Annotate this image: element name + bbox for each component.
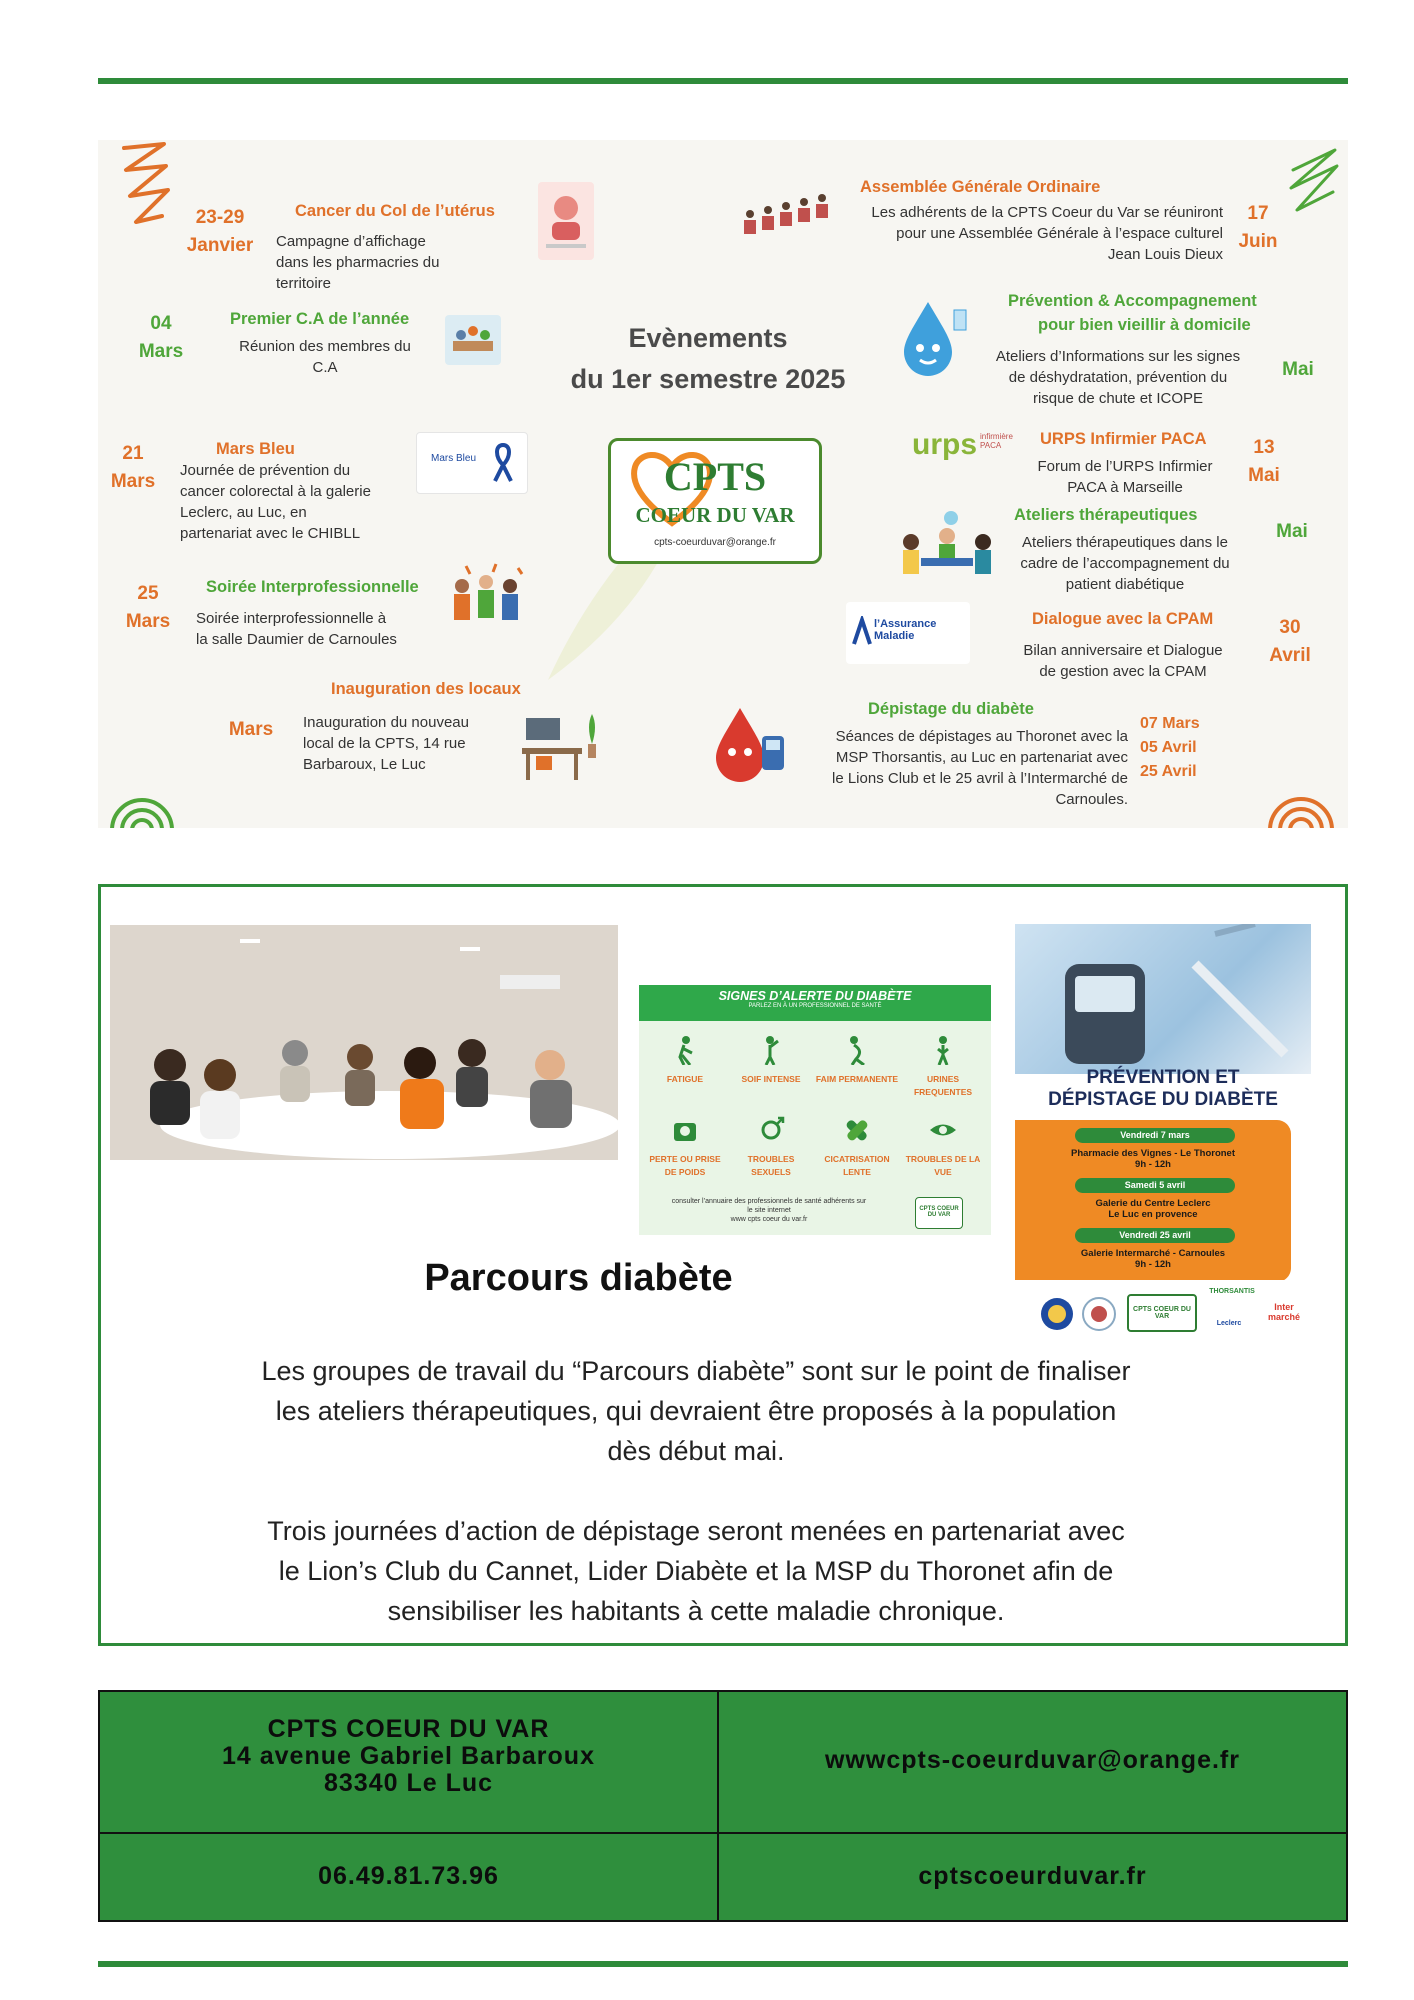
- symptom-fatigue: FATIGUE: [643, 1035, 727, 1086]
- mars-bleu-thumbnail: Mars Bleu: [416, 432, 528, 494]
- lions-club-logo-icon: [1039, 1294, 1075, 1334]
- top-rule: [98, 78, 1348, 84]
- symptom-urines: URINES FREQUENTES: [901, 1035, 985, 1099]
- water-drop-icon: [896, 296, 972, 380]
- assembly-thumbnail: [738, 180, 834, 242]
- people-celebrating-icon: [446, 560, 534, 630]
- blood-drop-glucometer-icon: [710, 702, 794, 782]
- group-photo: [110, 925, 618, 1160]
- symptom-vue: TROUBLES DE LA VUE: [901, 1115, 985, 1179]
- ribbon-icon: [491, 441, 515, 485]
- assurance-maladie-logo: l’Assurance Maladie: [846, 602, 970, 664]
- event-prevention: Prévention & Accompagnement pour bien vieillir à domicile Ateliers d’Informations sur les signes de déshydratation, prévention du risque de chute et ICOPE Mai: [995, 292, 1314, 407]
- symptom-soif: SOIF INTENSE: [729, 1035, 813, 1086]
- contact-phone[interactable]: 06.49.81.73.96: [318, 1862, 499, 1890]
- prevention-depistage-poster: PRÉVENTION ET DÉPISTAGE DU DIABÈTE Vendredi 7 mars Pharmacie des Vignes - Le Thoronet 9h - 12h Samedi 5 avril Galerie du Centre Leclerc Le Luc en provence Vendredi 25 avril Galerie Intermarché - Carnoules 9h - 12h: [1015, 924, 1311, 1280]
- poster-cancer-thumbnail: [538, 182, 594, 260]
- signes-alerte-diabete-poster: SIGNES D’ALERTE DU DIABÈTE PARLEZ EN À UN PROFESSIONNEL DE SANTÉ FATIGUE SOIF INTENSE FAIM PERMANENTE URINES FREQUENTES PERTE OU PRISE DE POIDS TROUBLES SEXUELS CICATRISATION LENTE TROUBLES DE LA VUE consulter l’annuaire des professionnels de santé adhérents sur le site internet www cpts coeur du var.fr CPTS COEUR DU VAR: [639, 985, 991, 1235]
- glucometer-icon: [1015, 924, 1311, 1074]
- cpts-logo: CPTS COEUR DU VAR cpts-coeurduvar@orange.fr: [608, 438, 822, 564]
- event-assemblee: Assemblée Générale Ordinaire Les adhérents de la CPTS Coeur du Var se réuniront pour une Assemblée Générale à l’espace culturel Jean Louis Dieux 17 Juin: [860, 178, 1278, 263]
- contact-address: CPTS COEUR DU VAR 14 avenue Gabriel Barbaroux 83340 Le Luc: [222, 1715, 595, 1797]
- event-urps: URPS Infirmier PACA Forum de l’URPS Infirmier PACA à Marseille 13 Mai: [1037, 430, 1280, 496]
- water-drop-thumbnail: [896, 296, 972, 380]
- event-soiree: 25 Mars Soirée Interprofessionnelle Soirée interprofessionnelle à la salle Daumier de Carnoules: [125, 578, 419, 648]
- parcours-title: Parcours diabète: [424, 1257, 733, 1299]
- events-title: Evènements du 1er semestre 2025: [570, 323, 846, 394]
- table-divider-horizontal: [100, 1832, 1346, 1834]
- glucometer-photo: [1015, 924, 1311, 1074]
- event-premier-ca: 04 Mars Premier C.A de l’année Réunion des membres du C.A: [138, 310, 411, 376]
- workshop-people-icon: [891, 508, 1003, 586]
- meeting-thumbnail: [445, 315, 501, 365]
- contact-email[interactable]: wwwcpts-coeurduvar@orange.fr: [825, 1746, 1240, 1774]
- urps-logo: urps infirmière PACA: [912, 428, 1013, 461]
- scale-icon: [670, 1115, 700, 1145]
- bandage-icon: [842, 1115, 872, 1145]
- parcours-paragraph-2: Trois journées d’action de dépistage seront menées en partenariat avec le Lion’s Club du Cannet, Lider Diabète et la MSP du Thoronet afin de sensibiliser les habitants à cette maladie chronique.: [267, 1516, 1125, 1626]
- woman-icon: [538, 182, 594, 260]
- office-desk-icon: [516, 708, 604, 788]
- group-people-photo-icon: [110, 925, 618, 1160]
- event-inauguration: Inauguration des locaux Mars Inauguration du nouveau local de la CPTS, 14 rue Barbaroux, Le Luc: [228, 680, 521, 773]
- parcours-paragraph-1: Les groupes de travail du “Parcours diabète” sont sur le point de finaliser les ateliers thérapeutiques, qui devraient être proposés à la population dès début mai.: [261, 1356, 1131, 1466]
- events-infographic: [98, 140, 1348, 828]
- contact-table: [98, 1690, 1348, 1922]
- audience-icon: [738, 180, 834, 242]
- event-cancer-col: 23-29 Janvier Cancer du Col de l’utérus Campagne d’affichage dans les pharmacries du territoire: [186, 202, 495, 292]
- event-mars-bleu: 21 Mars Mars Bleu Journée de prévention du cancer colorectal à la galerie Leclerc, au Luc, en partenariat avec le CHIBLL: [110, 440, 371, 542]
- tired-person-icon: [670, 1035, 700, 1065]
- symptom-poids: PERTE OU PRISE DE POIDS: [643, 1115, 727, 1179]
- event-cpam: Dialogue avec la CPAM Bilan anniversaire et Dialogue de gestion avec la CPAM 30 Avril: [1023, 610, 1311, 680]
- blood-drop-thumbnail: [710, 702, 794, 782]
- parcours-diabete-section: [98, 884, 1348, 1646]
- event-ateliers: Ateliers thérapeutiques Ateliers thérapeutiques dans le cadre de l’accompagnement du patient diabétique Mai: [1014, 506, 1308, 593]
- eye-icon: [928, 1115, 958, 1145]
- mini-cpts-logo: CPTS COEUR DU VAR: [915, 1197, 963, 1229]
- bottom-rule: [98, 1961, 1348, 1967]
- meeting-icon: [445, 315, 501, 365]
- symptom-sexuels: TROUBLES SEXUELS: [729, 1115, 813, 1179]
- symptom-faim: FAIM PERMANENTE: [815, 1035, 899, 1086]
- event-depistage: Dépistage du diabète Séances de dépistages au Thoronet avec la MSP Thorsantis, au Luc en partenariat avec le Lions Club et le 25 avril à l’Intermarché de Carnoules. 07 Mars 05 Avril 25 Avril: [832, 700, 1200, 808]
- association-seal-icon: [1081, 1294, 1117, 1334]
- partner-logos: CPTS COEUR DU VAR THORSANTIS Leclerc Inter marché: [1039, 1294, 1309, 1336]
- urgent-person-icon: [928, 1035, 958, 1065]
- drinking-person-icon: [756, 1035, 786, 1065]
- assurance-logo-icon: [852, 616, 872, 646]
- gender-icon: [756, 1115, 786, 1145]
- workshop-thumbnail: [891, 508, 1003, 586]
- symptom-cicatrisation: CICATRISATION LENTE: [815, 1115, 899, 1179]
- contact-website[interactable]: cptscoeurduvar.fr: [918, 1862, 1147, 1890]
- hungry-person-icon: [842, 1035, 872, 1065]
- office-thumbnail: [516, 708, 604, 788]
- party-thumbnail: [446, 560, 534, 630]
